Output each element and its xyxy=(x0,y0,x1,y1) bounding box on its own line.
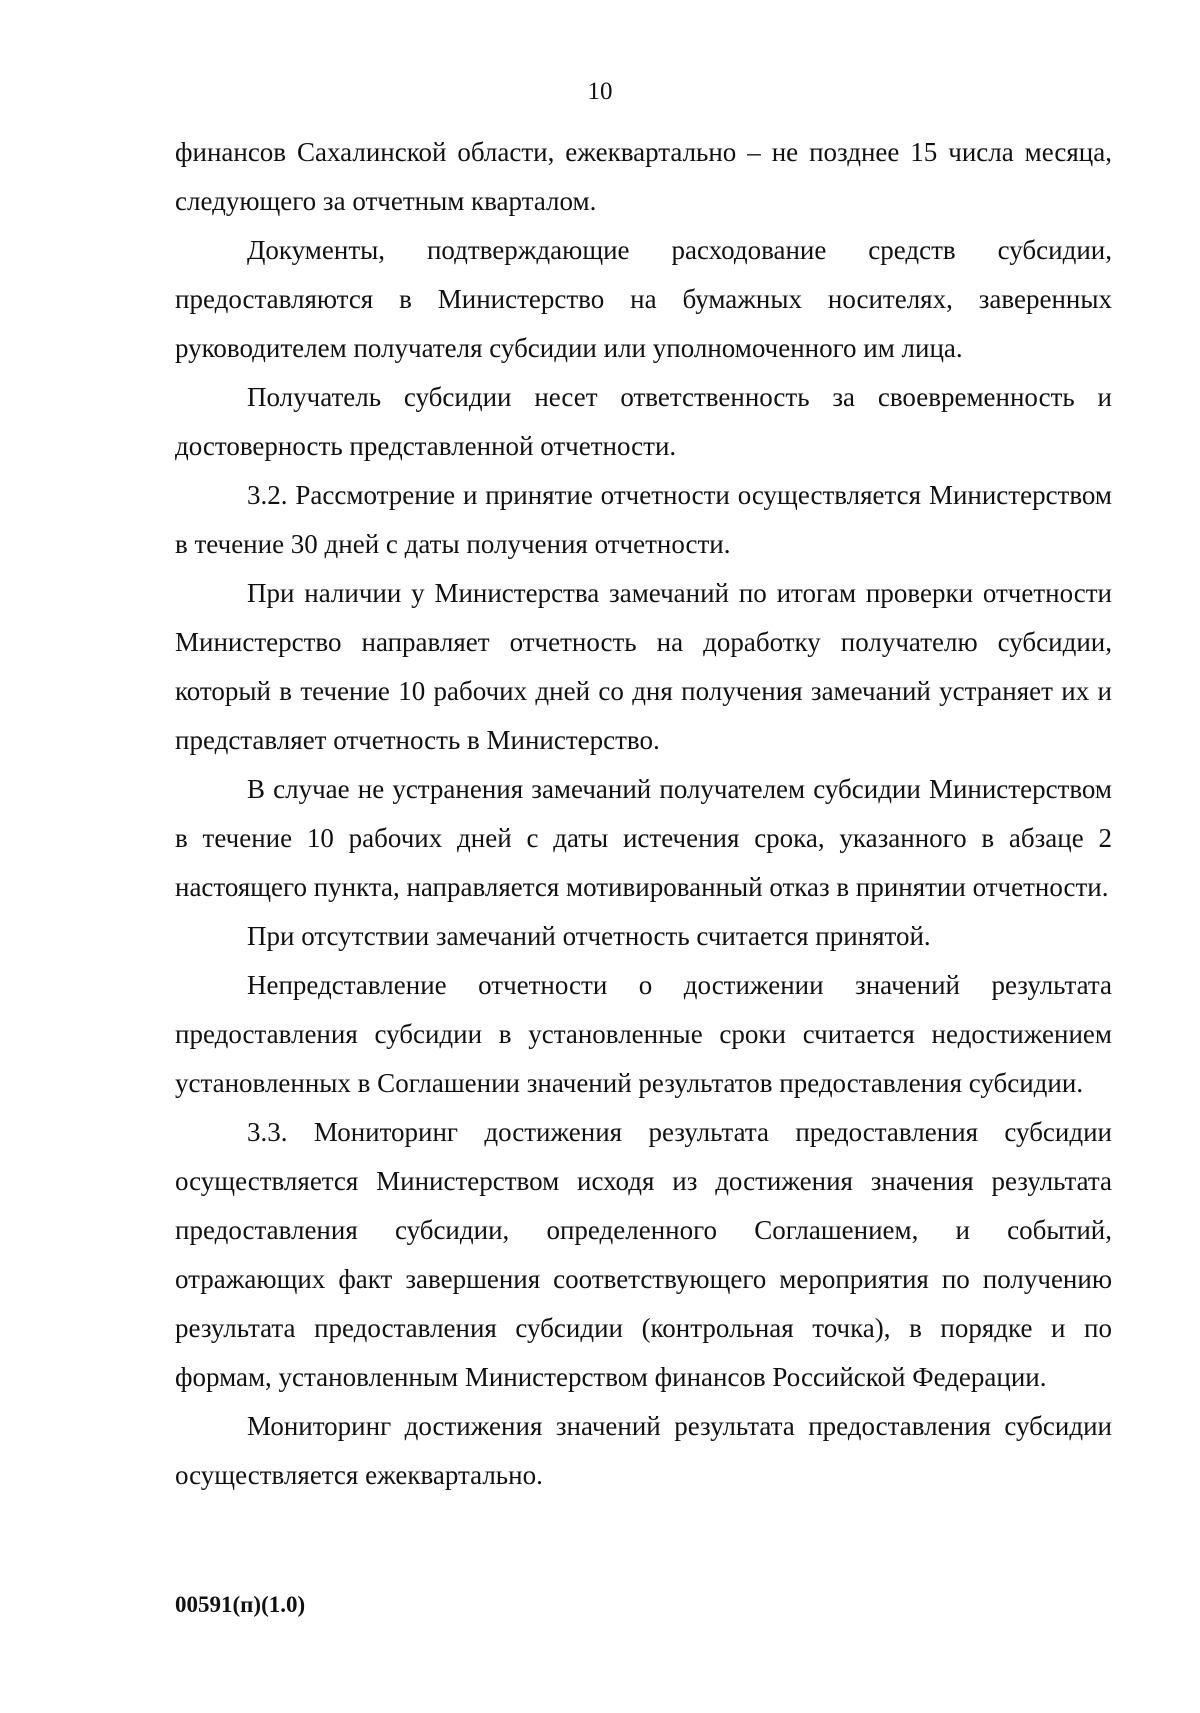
paragraph-continuation: финансов Сахалинской области, ежеквартально – не позднее 15 числа месяца, следующего за отчетным кварталом. xyxy=(175,137,1112,216)
page-number: 10 xyxy=(587,78,613,105)
paragraph-3-3: 3.3. Мониторинг достижения результата предоставления субсидии осуществляется Министерством исходя из достижения значения результата предоставления субсидии, определенного Соглашением, и событий, отражающих факт завершения соответствующего мероприятия по получению результата предоставления субсидии (контрольная точка), в порядке и по формам, установленным Министерством финансов Российской Федерации. xyxy=(175,1117,1112,1392)
paragraph-documents: Документы, подтверждающие расходование средств субсидии, предоставляются в Министерство на бумажных носителях, заверенных руководителем получателя субсидии или уполномоченного им лица. xyxy=(175,235,1112,363)
document-code: 00591(п)(1.0) xyxy=(175,1592,306,1617)
paragraph-3-2: 3.2. Рассмотрение и принятие отчетности осуществляется Министерством в течение 30 дней с даты получения отчетности. xyxy=(175,480,1112,559)
paragraph-refusal: В случае не устранения замечаний получателем субсидии Министерством в течение 10 рабочих дней с даты истечения срока, указанного в абзаце 2 настоящего пункта, направляется мотивированный отказ в принятии отчетности. xyxy=(175,774,1112,902)
paragraph-non-submission: Непредставление отчетности о достижении значений результата предоставления субсидии в установленные сроки считается недостижением установленных в Соглашении значений результатов предоставления субсидии. xyxy=(175,970,1112,1098)
document-body xyxy=(175,128,1112,1500)
paragraph-accepted: При отсутствии замечаний отчетность считается принятой. xyxy=(247,921,931,951)
paragraph-responsibility: Получатель субсидии несет ответственность за своевременность и достоверность представленной отчетности. xyxy=(175,382,1112,461)
paragraph-monitoring: Мониторинг достижения значений результата предоставления субсидии осуществляется ежеквартально. xyxy=(175,1411,1112,1490)
paragraph-remarks: При наличии у Министерства замечаний по итогам проверки отчетности Министерство направляет отчетность на доработку получателю субсидии, который в течение 10 рабочих дней со дня получения замечаний устраняет их и представляет отчетность в Министерство. xyxy=(175,578,1112,755)
